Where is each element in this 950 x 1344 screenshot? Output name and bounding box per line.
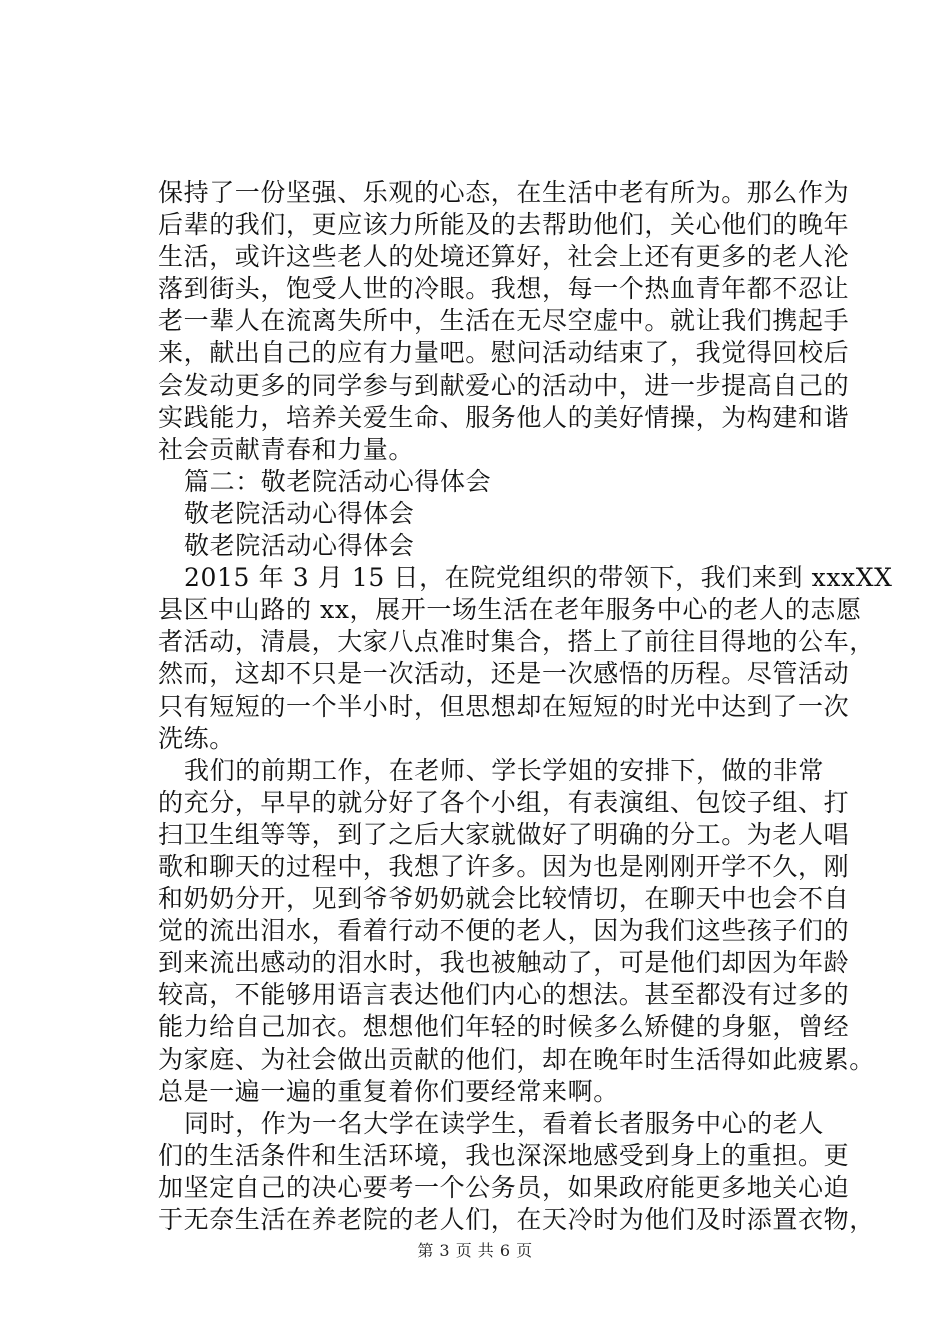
text-line: 于无奈生活在养老院的老人们，在天冷时为他们及时添置衣物， — [158, 1205, 875, 1234]
text-line: 的充分，早早的就分好了各个小组，有表演组、包饺子组、打 — [158, 787, 850, 817]
text-line: 歌和聊天的过程中，我想了许多。因为也是刚刚开学不久，刚 — [158, 851, 850, 881]
text-line: 生活，或许这些老人的处境还算好，社会上还有更多的老人沦 — [158, 242, 850, 272]
text-line: 到来流出感动的泪水时，我也被触动了，可是他们却因为年龄 — [158, 948, 850, 978]
text-line: 社会贡献青春和力量。 — [158, 434, 415, 464]
text-line: 较高，不能够用语言表达他们内心的想法。甚至都没有过多的 — [158, 980, 850, 1010]
text-line: 觉的流出泪水，看着行动不便的老人，因为我们这些孩子们的 — [158, 916, 850, 946]
text-line: 然而，这却不只是一次活动，还是一次感悟的历程。尽管活动 — [158, 659, 850, 689]
text-line: 来，献出自己的应有力量吧。慰问活动结束了，我觉得回校后 — [158, 338, 850, 368]
page-footer: 第 3 页 共 6 页 — [417, 1241, 533, 1260]
text-line: 县区中山路的 xx，展开一场生活在老年服务中心的老人的志愿 — [158, 595, 862, 625]
text-line: 会发动更多的同学参与到献爱心的活动中，进一步提高自己的 — [158, 370, 850, 400]
text-line: 扫卫生组等等，到了之后大家就做好了明确的分工。为老人唱 — [158, 819, 850, 849]
text-line: 后辈的我们，更应该力所能及的去帮助他们，关心他们的晚年 — [158, 210, 850, 240]
text-line: 洗练。 — [158, 723, 235, 753]
text-line: 敬老院活动心得体会 — [184, 531, 415, 561]
text-line: 我们的前期工作，在老师、学长学姐的安排下，做的非常 — [184, 755, 825, 785]
text-line: 敬老院活动心得体会 — [184, 498, 415, 528]
text-line: 总是一遍一遍的重复着你们要经常来啊。 — [158, 1076, 619, 1106]
text-line: 保持了一份坚强、乐观的心态，在生活中老有所为。那么作为 — [158, 178, 850, 207]
text-line: 者活动，清晨，大家八点准时集合，搭上了前往目得地的公车， — [158, 627, 875, 657]
text-line: 能力给自己加衣。想想他们年轻的时候多么矫健的身躯，曾经 — [158, 1012, 850, 1042]
text-line: 实践能力，培养关爱生命、服务他人的美好情操，为构建和谐 — [158, 402, 850, 432]
text-line: 加坚定自己的决心要考一个公务员，如果政府能更多地关心迫 — [158, 1172, 850, 1202]
text-line: 落到街头，饱受人世的冷眼。我想，每一个热血青年都不忍让 — [158, 274, 850, 304]
text-line: 只有短短的一个半小时，但思想却在短短的时光中达到了一次 — [158, 691, 850, 721]
text-line: 们的生活条件和生活环境，我也深深地感受到身上的重担。更 — [158, 1140, 850, 1170]
document-body — [158, 177, 893, 1236]
text-line: 同时，作为一名大学在读学生，看着长者服务中心的老人 — [184, 1108, 825, 1138]
text-line: 2015 年 3 月 15 日，在院党组织的带领下，我们来到 xxxXX — [184, 563, 893, 593]
text-line: 和奶奶分开，见到爷爷奶奶就会比较情切，在聊天中也会不自 — [158, 884, 850, 914]
text-line: 篇二：敬老院活动心得体会 — [184, 466, 492, 496]
text-line: 为家庭、为社会做出贡献的他们，却在晚年时生活得如此疲累。 — [158, 1044, 875, 1074]
text-line: 老一辈人在流离失所中，生活在无尽空虚中。就让我们携起手 — [158, 306, 850, 336]
